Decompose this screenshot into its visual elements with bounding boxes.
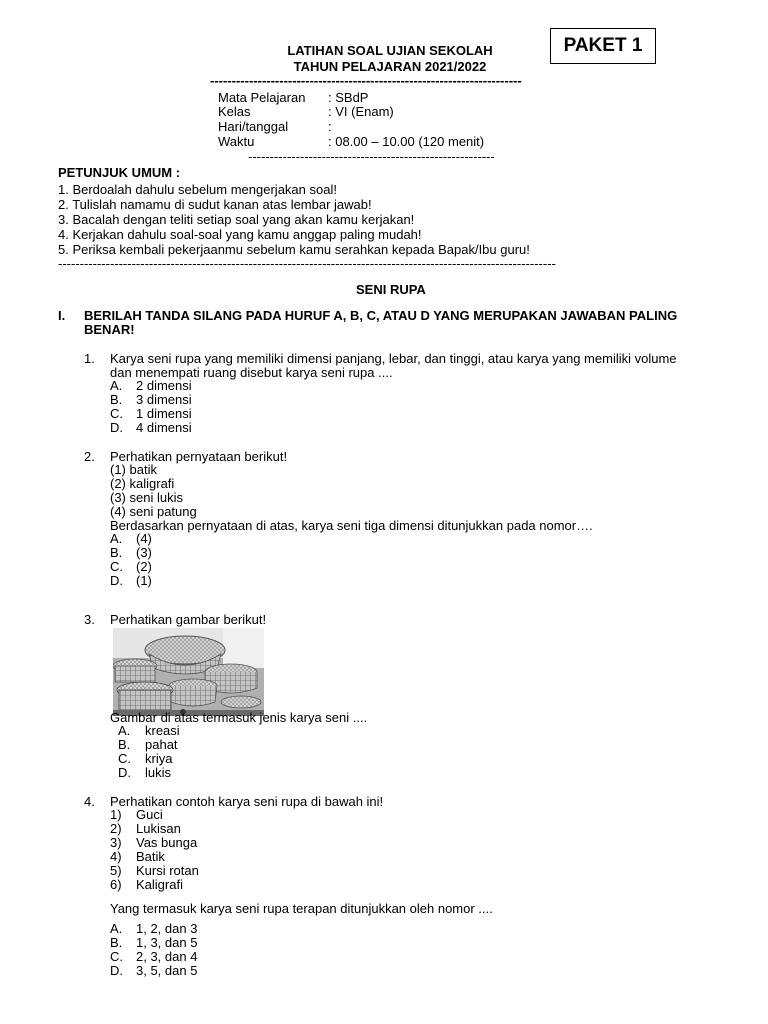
question-number: 2. [84, 449, 95, 464]
list-item-text: Lukisan [136, 821, 181, 836]
info-label-subject: Mata Pelajaran [218, 90, 306, 105]
woven-baskets-photo [113, 628, 264, 716]
list-item-text: Kaligrafi [136, 877, 183, 892]
list-item-text: Batik [136, 849, 165, 864]
option-letter[interactable]: B. [110, 392, 123, 407]
option-letter[interactable]: D. [118, 765, 131, 780]
question-text-cont: Yang termasuk karya seni rupa terapan ditunjukkan oleh nomor .... [110, 901, 493, 916]
option-text: (2) [136, 559, 152, 574]
instruction-item: 4. Kerjakan dahulu soal-soal yang kamu anggap paling mudah! [58, 227, 422, 242]
section-instruction-cont: BENAR! [84, 322, 135, 337]
instruction-item: 2. Tulislah namamu di sudut kanan atas lembar jawab! [58, 197, 372, 212]
list-item-text: Kursi rotan [136, 863, 199, 878]
question-number: 1. [84, 351, 95, 366]
statement-item: (2) kaligrafi [110, 476, 175, 491]
option-letter[interactable]: A. [110, 378, 123, 393]
question-text-cont: Gambar di atas termasuk jenis karya seni .... [110, 710, 368, 725]
list-item-number: 6) [110, 877, 122, 892]
option-text: (4) [136, 531, 152, 546]
instructions-title: PETUNJUK UMUM : [58, 165, 181, 180]
option-text: 1, 3, dan 5 [136, 935, 198, 950]
option-letter[interactable]: D. [110, 420, 123, 435]
option-letter[interactable]: B. [118, 737, 131, 752]
option-letter[interactable]: C. [110, 406, 123, 421]
option-text: 2 dimensi [136, 378, 192, 393]
list-item-number: 3) [110, 835, 122, 850]
section-title: SENI RUPA [356, 282, 426, 297]
list-item-number: 5) [110, 863, 122, 878]
instructions-divider: ------------------------------------------------------------------------------------------------------------------- [58, 257, 556, 271]
info-label-time: Waktu [218, 134, 255, 149]
list-item-text: Guci [136, 807, 163, 822]
list-item-text: Vas bunga [136, 835, 198, 850]
option-letter[interactable]: C. [110, 559, 123, 574]
option-text: 1 dimensi [136, 406, 192, 421]
option-text: 3 dimensi [136, 392, 192, 407]
woven-baskets-illustration [113, 628, 264, 716]
option-text: kreasi [145, 723, 180, 738]
question-text: Karya seni rupa yang memiliki dimensi panjang, lebar, dan tinggi, atau karya yang memiliki volume [110, 351, 677, 366]
option-letter[interactable]: C. [118, 751, 131, 766]
option-text: 1, 2, dan 3 [136, 921, 198, 936]
option-letter[interactable]: A. [118, 723, 131, 738]
paket-label: PAKET 1 [550, 28, 656, 64]
question-number: 3. [84, 612, 95, 627]
info-label-date: Hari/tanggal [218, 119, 289, 134]
header-divider: ------------------------------------------------------------------------ [210, 74, 522, 88]
question-text-cont: dan menempati ruang disebut karya seni rupa .... [110, 365, 393, 380]
info-value-subject: : SBdP [328, 90, 369, 105]
option-letter[interactable]: B. [110, 545, 123, 560]
instruction-item: 5. Periksa kembali pekerjaanmu sebelum kamu serahkan kepada Bapak/Ibu guru! [58, 242, 530, 257]
option-letter[interactable]: B. [110, 935, 123, 950]
option-text: kriya [145, 751, 173, 766]
exam-year: TAHUN PELAJARAN 2021/2022 [293, 59, 487, 74]
question-number: 4. [84, 794, 95, 809]
option-text: (3) [136, 545, 152, 560]
statement-item: (4) seni patung [110, 504, 197, 519]
statement-item: (3) seni lukis [110, 490, 183, 505]
question-text: Perhatikan gambar berikut! [110, 612, 267, 627]
list-item-number: 2) [110, 821, 122, 836]
list-item-number: 1) [110, 807, 122, 822]
list-item-number: 4) [110, 849, 122, 864]
option-letter[interactable]: D. [110, 573, 123, 588]
statement-item: (1) batik [110, 462, 157, 477]
section-roman-numeral: I. [58, 308, 66, 323]
option-text: 4 dimensi [136, 420, 192, 435]
option-letter[interactable]: C. [110, 949, 123, 964]
option-text: pahat [145, 737, 178, 752]
info-divider: --------------------------------------------------------- [248, 150, 495, 164]
option-text: lukis [145, 765, 172, 780]
question-text: Perhatikan contoh karya seni rupa di bawah ini! [110, 794, 384, 809]
option-text: 2, 3, dan 4 [136, 949, 198, 964]
section-instruction: BERILAH TANDA SILANG PADA HURUF A, B, C, ATAU D YANG MERUPAKAN JAWABAN PALING [84, 308, 678, 323]
option-text: 3, 5, dan 5 [136, 963, 198, 978]
info-value-time: : 08.00 – 10.00 (120 menit) [328, 134, 485, 149]
instruction-item: 1. Berdoalah dahulu sebelum mengerjakan soal! [58, 182, 337, 197]
question-text-cont: Berdasarkan pernyataan di atas, karya seni tiga dimensi ditunjukkan pada nomor…. [110, 518, 593, 533]
exam-title: LATIHAN SOAL UJIAN SEKOLAH [287, 43, 493, 58]
question-text: Perhatikan pernyataan berikut! [110, 449, 288, 464]
info-value-class: : VI (Enam) [328, 104, 394, 119]
option-letter[interactable]: A. [110, 921, 123, 936]
option-letter[interactable]: D. [110, 963, 123, 978]
option-text: (1) [136, 573, 152, 588]
option-letter[interactable]: A. [110, 531, 123, 546]
info-label-class: Kelas [218, 104, 251, 119]
instruction-item: 3. Bacalah dengan teliti setiap soal yang akan kamu kerjakan! [58, 212, 415, 227]
info-value-date: : [328, 119, 332, 134]
